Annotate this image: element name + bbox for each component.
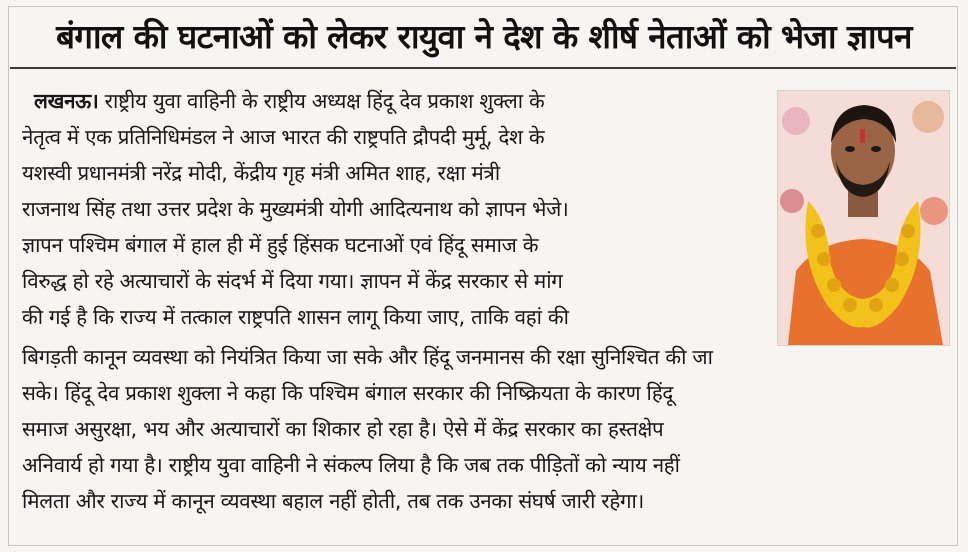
article-line-5: ज्ञापन पश्चिम बंगाल में हाल ही में हुई हिंसक घटनाओं एवं हिंदू समाज के (22, 233, 539, 257)
dateline: लखनऊ। (34, 89, 99, 113)
article-line-1-text: राष्ट्रीय युवा वाहिनी के राष्ट्रीय अध्यक्ष हिंदू देव प्रकाश शुक्ला के (98, 89, 545, 113)
article-line-6: विरुद्ध हो रहे अत्याचारों के संदर्भ में दिया गया। ज्ञापन में केंद्र सरकार से मांग (22, 269, 563, 293)
portrait-illustration (778, 91, 949, 345)
article-line-4: राजनाथ सिंह तथा उत्तर प्रदेश के मुख्यमंत्री योगी आदित्यनाथ को ज्ञापन भेजे। (22, 197, 569, 221)
headline-rule (10, 67, 956, 69)
article-line-8: बिगड़ती कानून व्यवस्था को नियंत्रित किया जा सके और हिंदू जनमानस की रक्षा सुनिश्चित की जा (22, 345, 713, 369)
article-line-10: समाज असुरक्षा, भय और अत्याचारों का शिकार हो रहा है। ऐसे में केंद्र सरकार का हस्तक्षेप (22, 417, 664, 441)
article-line-11: अनिवार्य हो गया है। राष्ट्रीय युवा वाहिनी ने संकल्प लिया है कि जब तक पीड़ितों को न्याय नहीं (22, 453, 680, 477)
article-line-1 (34, 86, 544, 116)
portrait-photo (777, 90, 950, 346)
article-line-9: सके। हिंदू देव प्रकाश शुक्ला ने कहा कि पश्चिम बंगाल सरकार की निष्क्रियता के कारण हिंदू (22, 381, 673, 405)
headline: बंगाल की घटनाओं को लेकर रायुवा ने देश के शीर्ष नेताओं को भेजा ज्ञापन (56, 16, 912, 56)
article-line-2: नेतृत्व में एक प्रतिनिधिमंडल ने आज भारत की राष्ट्रपति द्रौपदी मुर्मू, देश के (22, 125, 545, 149)
article-line-12: मिलता और राज्य में कानून व्यवस्था बहाल नहीं होती, तब तक उनका संघर्ष जारी रहेगा। (22, 489, 644, 513)
article-line-7: की गई है कि राज्य में तत्काल राष्ट्रपति शासन लागू किया जाए, ताकि वहां की (22, 305, 569, 329)
article-line-3: यशस्वी प्रधानमंत्री नरेंद्र मोदी, केंद्रीय गृह मंत्री अमित शाह, रक्षा मंत्री (22, 161, 500, 185)
